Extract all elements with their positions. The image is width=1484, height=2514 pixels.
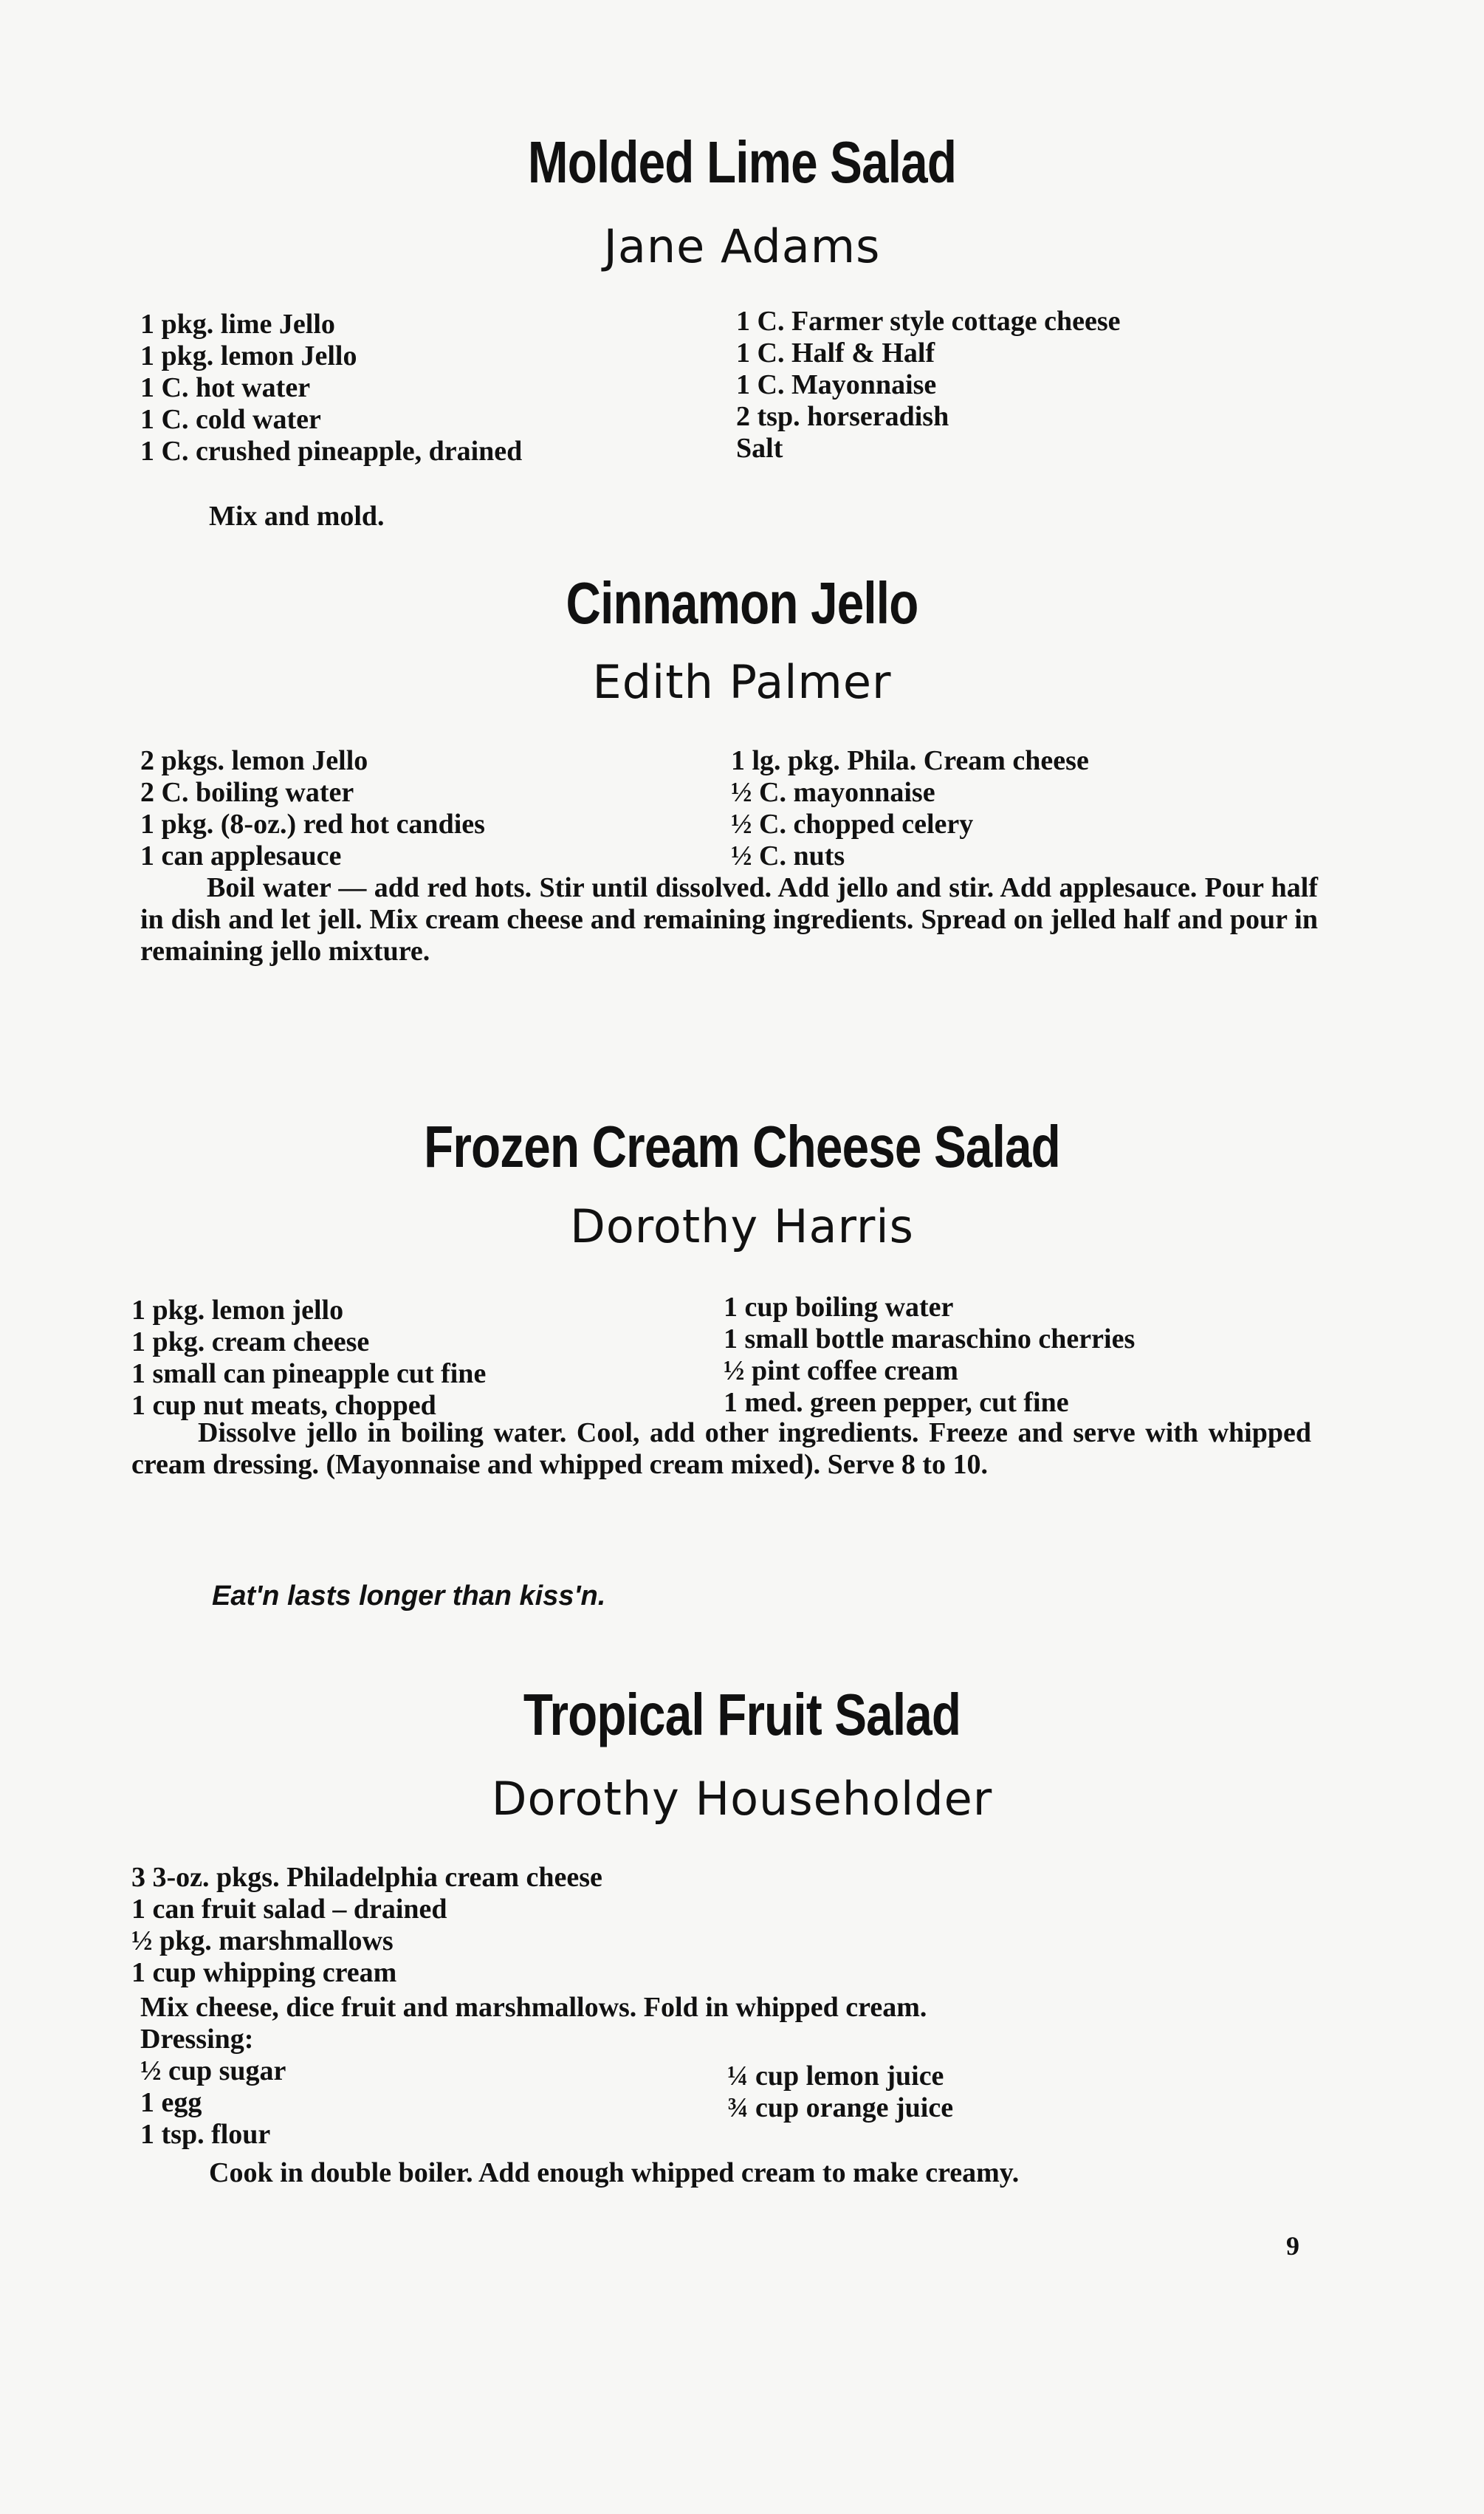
ingredient: ½ C. mayonnaise [731,777,935,808]
recipe-author: Jane Adams [603,219,881,273]
recipe-title: Tropical Fruit Salad [523,1682,961,1747]
recipe-author: Dorothy Householder [491,1772,993,1826]
recipe-author: Dorothy Harris [570,1199,914,1253]
dressing-label: Dressing: [140,2024,254,2055]
ingredient: 1 C. hot water [140,372,311,403]
ingredient: 1 can applesauce [140,840,342,871]
ingredient: 1 pkg. lime Jello [140,309,335,340]
ingredient: 1 C. crushed pineapple, drained [140,436,523,467]
ingredient: 2 tsp. horseradish [736,401,949,432]
quote: Eat'n lasts longer than kiss'n. [212,1580,606,1612]
ingredient-list [131,1862,602,1989]
ingredient: 1 pkg. (8-oz.) red hot candies [140,809,485,840]
ingredient: 1 lg. pkg. Phila. Cream cheese [731,745,1089,776]
recipe-title: Cinnamon Jello [566,570,918,636]
recipe-directions: Boil water — add red hots. Stir until dissolved. Add jello and stir. Add applesauce. Pour half in dish and let jell. Mix cream cheese and remaining ingredients. Spread on jelled half and pour in remaining jello mixture. [140,872,1318,967]
ingredient-list-right [724,1292,1135,1419]
ingredient: 3 3-oz. pkgs. Philadelphia cream cheese [131,1862,602,1893]
ingredient-list-right [731,745,1089,872]
dressing-list-left [140,2055,286,2151]
ingredient-list-left [140,745,485,872]
ingredient: 1 C. cold water [140,404,321,435]
ingredient: ½ cup sugar [140,2055,286,2086]
recipe-title: Molded Lime Salad [527,129,957,195]
ingredient: ½ C. nuts [731,840,845,871]
ingredient: 1 small can pineapple cut fine [131,1358,487,1389]
dressing-directions: Cook in double boiler. Add enough whipped cream to make creamy. [209,2157,1020,2188]
recipe-author: Edith Palmer [592,655,892,709]
ingredient: 1 C. Mayonnaise [736,369,937,400]
ingredient: 1 cup whipping cream [131,1957,397,1988]
recipe-directions: Mix cheese, dice fruit and marshmallows. Fold in whipped cream. [140,1992,927,2023]
ingredient-list-left [131,1295,486,1422]
ingredient: 1 pkg. lemon Jello [140,340,357,371]
ingredient: 1 egg [140,2087,202,2118]
ingredient: ½ C. chopped celery [731,809,974,840]
ingredient: 1 C. Farmer style cottage cheese [736,306,1121,337]
dressing-list-right [727,2061,953,2124]
ingredient: ½ pint coffee cream [724,1355,958,1386]
ingredient-list-right [736,306,1121,465]
ingredient: 1 pkg. cream cheese [131,1326,370,1357]
ingredient: 1 cup nut meats, chopped [131,1390,436,1421]
page-number: 9 [1286,2231,1299,2261]
ingredient: 1 can fruit salad – drained [131,1894,447,1925]
ingredient: 1 tsp. flour [140,2119,271,2150]
ingredient: 1 small bottle maraschino cherries [724,1323,1136,1354]
recipe-directions: Mix and mold. [209,501,385,532]
ingredient: ¼ cup lemon juice [727,2061,944,2092]
ingredient: 1 pkg. lemon jello [131,1295,344,1326]
ingredient: 2 pkgs. lemon Jello [140,745,368,776]
recipe-directions: Dissolve jello in boiling water. Cool, add other ingredients. Freeze and serve with whipped cream dressing. (Mayonnaise and whipped cream mixed). Serve 8 to 10. [131,1417,1311,1480]
recipe-title: Frozen Cream Cheese Salad [424,1114,1060,1179]
ingredient-list-left [140,309,522,467]
ingredient: 1 cup boiling water [724,1292,954,1323]
ingredient: ¾ cup orange juice [727,2092,954,2123]
ingredient: 1 med. green pepper, cut fine [724,1387,1069,1418]
ingredient: 1 C. Half & Half [736,338,935,369]
ingredient: 2 C. boiling water [140,777,354,808]
ingredient: Salt [736,433,783,464]
ingredient: ½ pkg. marshmallows [131,1925,394,1956]
